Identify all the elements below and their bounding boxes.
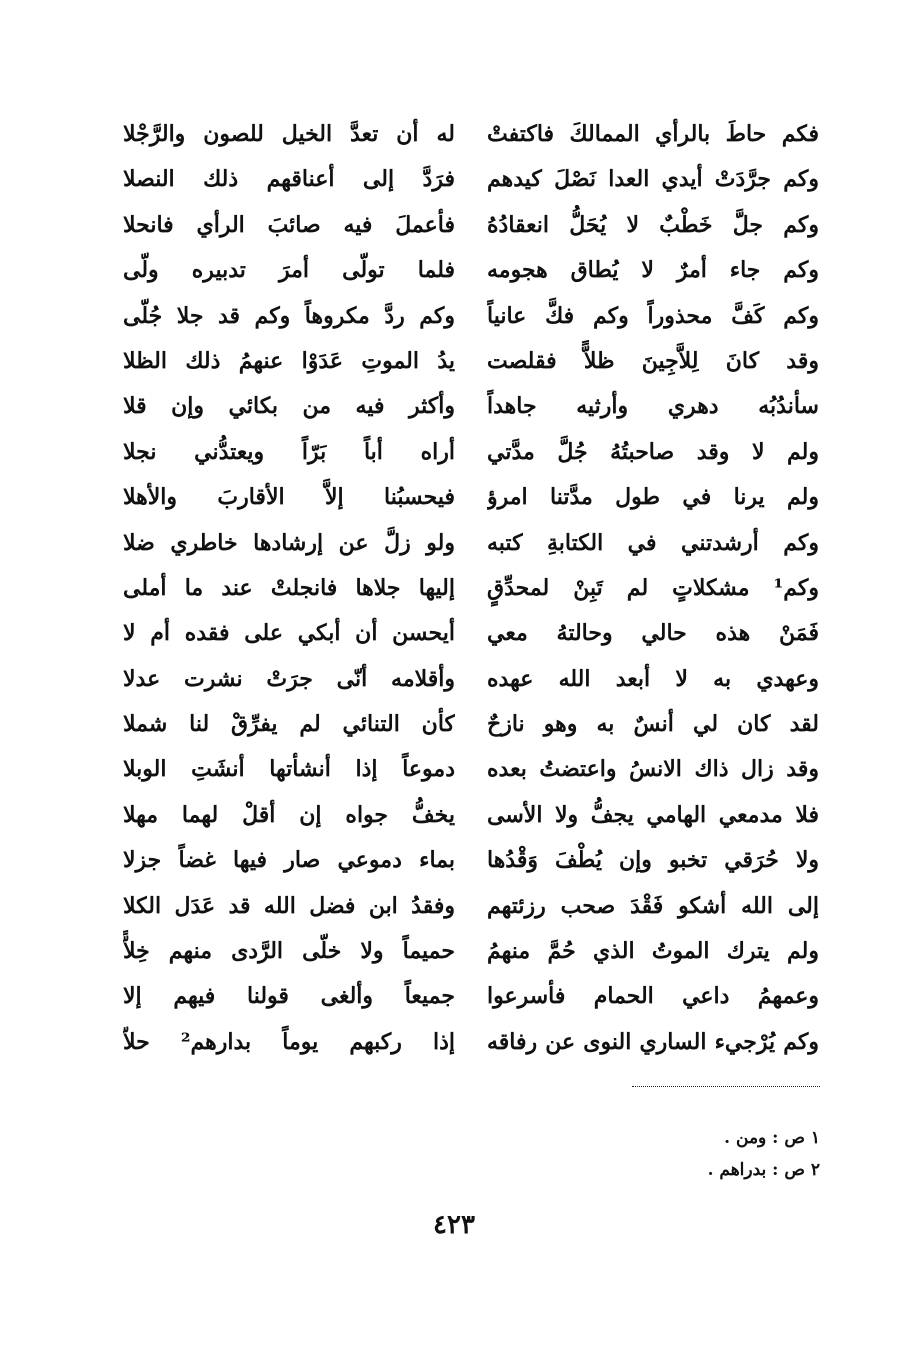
verse-line: وكم جلَّ خَطْبٌ لا يُحَلُّ انعقادُهُ: [487, 211, 819, 238]
verse-line: وكم جرَّدَتْ أيدي العدا نَصْلَ كيدهم: [487, 166, 819, 193]
verse-line: يخفُّ جواه إن أقلْ لهما مهلا: [123, 801, 455, 828]
footnote-divider: [632, 1086, 820, 1087]
verse-line: له أن تعدَّ الخيل للصون والرَّجْلا: [123, 121, 455, 147]
verse-line: وعهدي به لا أبعد الله عهده: [487, 665, 819, 692]
verse-line: ولم لا وقد صاحبتُهُ جُلَّ مدَّتي: [487, 438, 819, 465]
verse-line: فأعملَ فيه صائبَ الرأي فانحلا: [123, 211, 455, 238]
footnote-2: ٢ ص : بدراهم .: [707, 1160, 820, 1180]
verse-line: حميماً ولا خلّى الرَّدى منهم خِلاًّ: [123, 938, 455, 965]
verse-line: أراه أباً بَرّاً ويعتدُّني نجلا: [123, 438, 455, 465]
verse-line: فَمَنْ هذه حالي وحالتهُ معي: [487, 620, 819, 647]
verse-line: ولا حُرَقي تخبو وإن يُطْفَ وَقْدُها: [487, 847, 819, 874]
verse-line: بماء دموعي صار فيها غضاً جزلا: [123, 847, 455, 874]
verse-line: فيحسبُنا إلاَّ الأقاربَ والأهلا: [123, 484, 455, 511]
footnote-1: ١ ص : ومن .: [724, 1128, 820, 1148]
verse-line: إلى الله أشكو فَقْدَ صحب رزئتهم: [487, 892, 819, 919]
verse-line: وأقلامه أنّى جرَتْ نشرت عدلا: [123, 665, 455, 692]
verse-line: وكم يُرْجيء الساري النوى عن رفاقه: [487, 1028, 819, 1055]
verse-line: جميعاً وألغى قولنا فيهم إلا: [123, 983, 455, 1010]
verse-line: إذا ركبهم يوماً بدارهم² حلاّ: [123, 1028, 455, 1055]
verse-line: ولم يترك الموتُ الذي حُمَّ منهمُ: [487, 938, 819, 965]
verse-line: أيحسن أن أبكي على فقده أم لا: [123, 620, 455, 647]
verse-line: وكم ردَّ مكروهاً وكم قد جلا جُلّى: [123, 302, 455, 329]
verse-line: فرَدَّ إلى أعناقهم ذلك النصلا: [123, 166, 455, 193]
footnotes: [560, 1122, 820, 1186]
verse-line: ولو زلَّ عن إرشادها خاطري ضلا: [123, 529, 455, 556]
verse-line: وكم كَفَّ محذوراً وكم فكَّ عانياً: [487, 302, 819, 329]
page-number: ٤٢٣: [433, 1210, 475, 1240]
verse-line: فكم حاطَ بالرأي الممالكَ فاكتفتْ: [487, 121, 819, 147]
verse-line: يدُ الموتِ عَدَوْا عنهمُ ذلك الظلا: [123, 347, 455, 374]
verse-line: دموعاً إذا أنشأتها أنشَتِ الوبلا: [123, 756, 455, 783]
verse-line: وفقدُ ابن فضل الله قد عَدَل الكلا: [123, 892, 455, 919]
verse-line: وكم جاء أمرٌ لا يُطاق هجومه: [487, 257, 819, 284]
verse-line: ولم يرنا في طول مدَّتنا امرؤ: [487, 484, 819, 511]
verse-line: سأندُبُه دهري وأرثيه جاهداً: [487, 393, 819, 420]
verse-line: فلما تولّى أمرَ تدبيره ولّى: [123, 257, 455, 284]
verse-line: وقد كانَ لِلاَّجِينَ ظلاًّ فقلصت: [487, 347, 819, 374]
verse-line: وعمهمُ داعي الحمام فأسرعوا: [487, 983, 819, 1010]
verse-line: وقد زال ذاك الانسُ واعتضتُ بعده: [487, 756, 819, 783]
verse-line: لقد كان لي أنسٌ به وهو نازحٌ: [487, 711, 819, 738]
verse-line: وكم¹ مشكلاتٍ لم تَبِنْ لمحدِّقٍ: [487, 574, 819, 601]
verse-line: وكم أرشدتني في الكتابةِ كتبه: [487, 529, 819, 556]
poem-column-right: [487, 112, 819, 1065]
verse-line: كأن التنائي لم يفرِّقْ لنا شملا: [123, 711, 455, 738]
verse-line: وأكثر فيه من بكائي وإن قلا: [123, 393, 455, 420]
verse-line: فلا مدمعي الهامي يجفُّ ولا الأسى: [487, 801, 819, 828]
verse-line: إليها جلاها فانجلتْ عند ما أملى: [123, 574, 455, 601]
poem-column-left: [123, 112, 455, 1065]
